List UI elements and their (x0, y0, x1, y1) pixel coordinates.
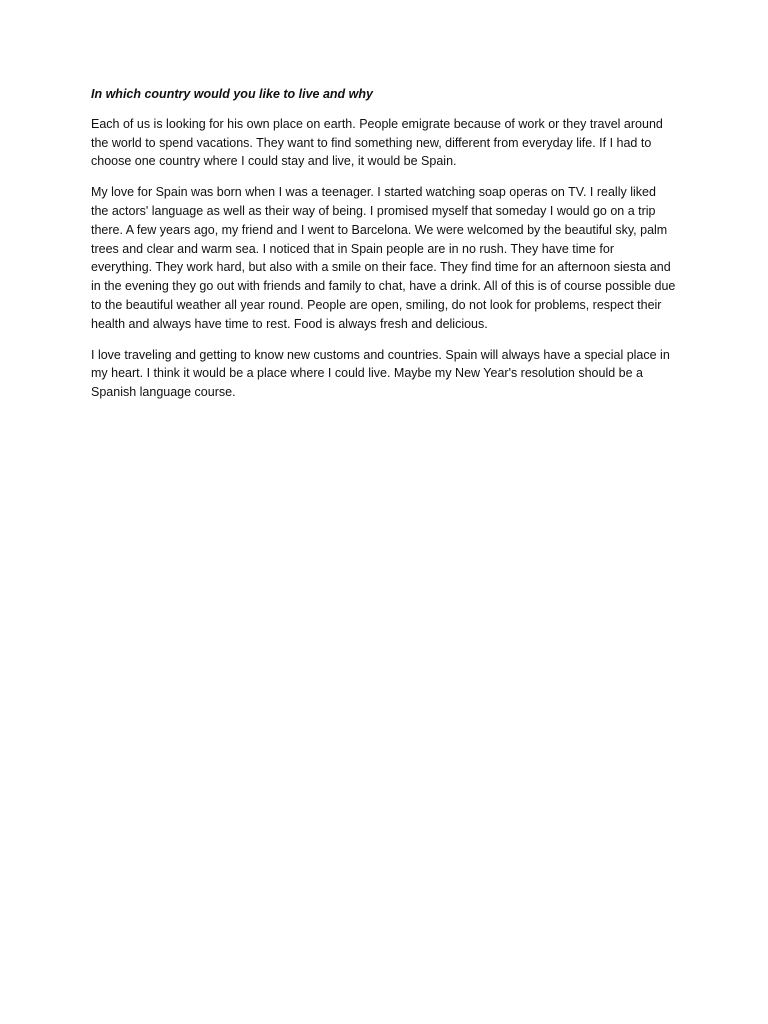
paragraph-2: My love for Spain was born when I was a teenager. I started watching soap operas on TV. I really liked the actors' language as well as their way of being. I promised myself that someday I would go on a trip there. A few years ago, my friend and I went to Barcelona. We were welcomed by the beautiful sky, palm trees and clear and warm sea. I noticed that in Spain people are in no rush. They have time for everything. They work hard, but also with a smile on their face. They find time for an afternoon siesta and in the evening they go out with friends and family to chat, have a drink. All of this is of course possible due to the beautiful weather all year round. People are open, smiling, do not look for problems, respect their health and always have time to rest. Food is always fresh and delicious. (91, 185, 676, 331)
paragraph-1: Each of us is looking for his own place on earth. People emigrate because of work or they travel around the world to spend vacations. They want to find something new, different from everyday life. If I had to choose one country where I could stay and live, it would be Spain. (91, 116, 663, 169)
document-body (91, 85, 676, 414)
paragraph-3: I love traveling and getting to know new customs and countries. Spain will always have a special place in my heart. I think it would be a place where I could live. Maybe my New Year's resolution should be a Spanish language course. (91, 347, 670, 400)
document-title: In which country would you like to live and why (91, 87, 373, 101)
